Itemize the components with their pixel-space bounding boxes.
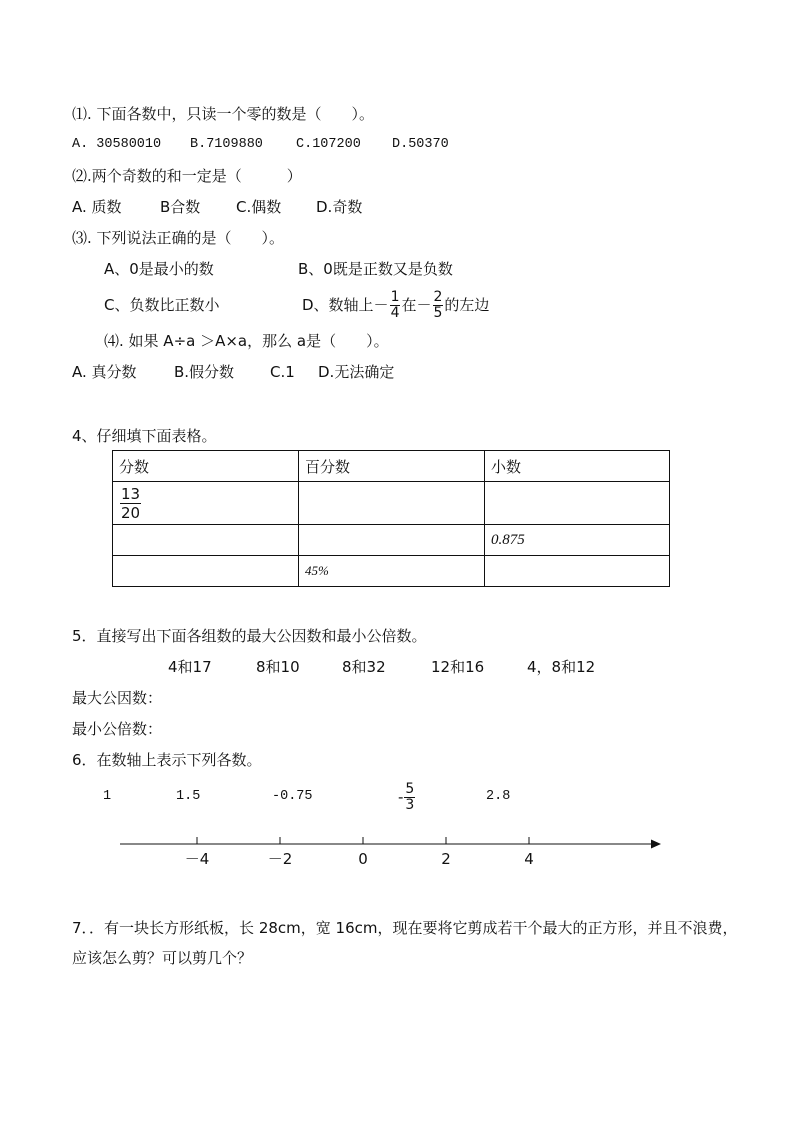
q3-option-c: C、负数比正数小 xyxy=(104,296,220,314)
axis-tick-label: 4 xyxy=(524,850,534,868)
q3-option-d-prefix: D、数轴上－ xyxy=(302,296,389,314)
group-item: 4，8和12 xyxy=(527,658,596,676)
axis-ticks xyxy=(185,837,534,868)
frac-sign: - xyxy=(398,788,404,806)
section5-title: 5．直接写出下面各组数的最大公因数和最小公倍数。 xyxy=(72,627,427,645)
q3-option-d-middle: 在－ xyxy=(401,296,432,314)
number-item: 1.5 xyxy=(176,789,201,804)
q4-option-b: B.假分数 xyxy=(174,363,235,381)
header-decimal: 小数 xyxy=(485,451,670,482)
section4-title: 4、仔细填下面表格。 xyxy=(72,427,217,445)
header-fraction: 分数 xyxy=(113,451,299,482)
fraction-13-20: $\frac{13}{20}$ xyxy=(121,484,141,522)
group-item: 12和16 xyxy=(431,658,485,676)
axis-tick-label: 0 xyxy=(358,850,368,868)
section6-title: 6．在数轴上表示下列各数。 xyxy=(72,751,262,769)
group-item: 8和10 xyxy=(256,658,300,676)
q4-option-d: D.无法确定 xyxy=(318,363,395,381)
q3-option-b: B、0既是正数又是负数 xyxy=(298,260,453,278)
q1-stem: ⑴. 下面各数中，只读一个零的数是（ ）。 xyxy=(72,105,375,123)
number-item: 2.8 xyxy=(486,789,511,804)
q4-option-c: C.1 xyxy=(270,363,295,381)
cell-percent: 45% xyxy=(299,556,485,587)
gcd-label: 最大公因数： xyxy=(72,689,163,707)
q2-option-b: B合数 xyxy=(160,198,201,216)
q4-stem: ⑷. 如果 A÷a ＞A×a，那么 a是（ ）。 xyxy=(104,332,389,350)
section7-line2: 应该怎么剪？可以剪几个？ xyxy=(72,949,253,967)
section7-line1: 7．．有一块长方形纸板，长 28cm，宽 16cm，现在要将它剪成若干个最大的正方形，并且不浪费， xyxy=(72,919,738,937)
fraction-one-fourth: $\frac{1}{4}$ xyxy=(390,289,400,321)
axis-tick-label: 2 xyxy=(441,850,451,868)
cell-decimal: 0.875 xyxy=(485,525,670,556)
axis-tick-label: －2 xyxy=(267,850,293,868)
q1-option-b: B.7109880 xyxy=(190,137,263,152)
q1-option-d: D.50370 xyxy=(392,137,449,152)
axis-tick-label: －4 xyxy=(184,850,210,868)
q2-option-c: C.偶数 xyxy=(236,198,282,216)
q2-option-a: A. 质数 xyxy=(72,198,122,216)
q1-option-a: A. 30580010 xyxy=(72,137,162,152)
number-item: -0.75 xyxy=(272,789,313,804)
q4-option-a: A. 真分数 xyxy=(72,363,137,381)
fraction-five-thirds: $\frac{5}{3}$ xyxy=(405,781,415,813)
q3-option-d-suffix: 的左边 xyxy=(444,296,490,314)
group-item: 8和32 xyxy=(342,658,386,676)
q2-option-d: D.奇数 xyxy=(316,198,363,216)
q3-option-a: A、0是最小的数 xyxy=(104,260,214,278)
number-item: 1 xyxy=(103,789,112,804)
q3-stem: ⑶. 下列说法正确的是（ ）。 xyxy=(72,229,285,247)
axis-arrow xyxy=(651,840,661,849)
q2-stem: ⑵.两个奇数的和一定是（ ） xyxy=(72,167,302,185)
lcm-label: 最小公倍数： xyxy=(72,720,163,738)
group-item: 4和17 xyxy=(168,658,212,676)
fraction-two-fifths: $\frac{2}{5}$ xyxy=(433,289,443,321)
q1-option-c: C.107200 xyxy=(296,137,361,152)
header-percent: 百分数 xyxy=(299,451,485,482)
